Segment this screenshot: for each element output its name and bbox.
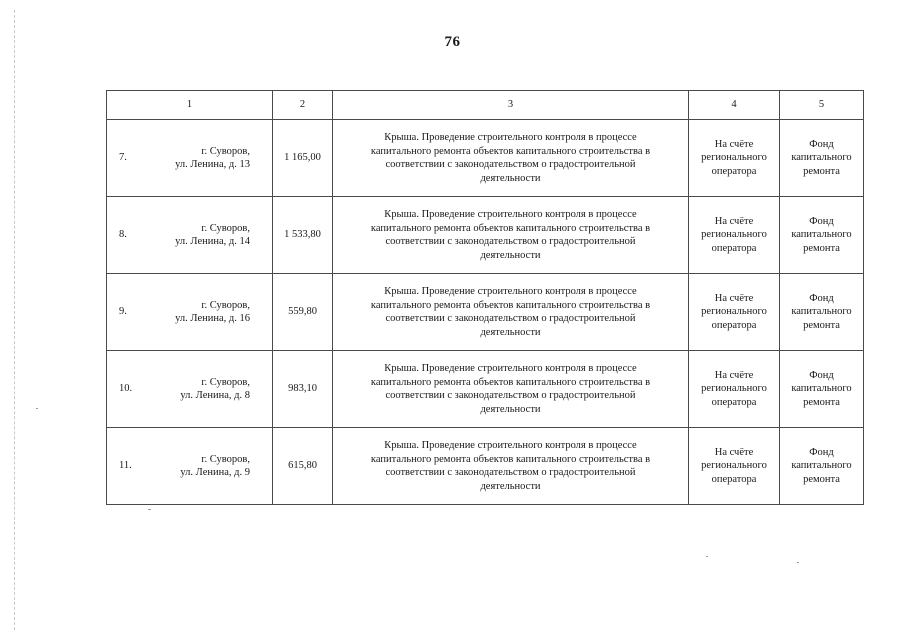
account-cell	[689, 351, 780, 428]
account-line: оператора	[711, 473, 757, 485]
account-line: оператора	[711, 396, 757, 408]
work-description-line: капитального ремонта объектов капитального строительства в	[370, 453, 651, 465]
account-line: оператора	[711, 165, 757, 177]
account-cell	[689, 120, 780, 197]
table-row	[107, 197, 864, 274]
work-description-line: соответствии с законодательством о градостроительной	[385, 159, 636, 170]
area-cell: 559,80	[273, 274, 333, 351]
address-line: г. Суворов,	[201, 299, 250, 311]
table-row	[107, 120, 864, 197]
account-line: На счёте	[714, 215, 754, 227]
account-line: регионального	[701, 460, 767, 472]
funding-source-line: капитального	[791, 460, 852, 472]
account-line: На счёте	[714, 292, 754, 304]
scan-speck	[706, 556, 708, 557]
header-cell-5: 5	[780, 91, 864, 120]
work-description-line: деятельности	[480, 403, 541, 415]
address	[147, 222, 272, 249]
funding-source-line: ремонта	[803, 473, 840, 485]
funding-source-line: Фонд	[809, 369, 834, 381]
funding-source-cell	[780, 428, 864, 505]
work-description-line: деятельности	[480, 172, 541, 184]
header-cell-2: 2	[273, 91, 333, 120]
area-cell: 983,10	[273, 351, 333, 428]
funding-source-line: Фонд	[809, 446, 834, 458]
area-cell: 1 165,00	[273, 120, 333, 197]
funding-source-line: капитального	[791, 229, 852, 241]
account-cell	[689, 428, 780, 505]
funding-source-cell	[780, 197, 864, 274]
scan-speck	[148, 509, 151, 510]
funding-source-line: ремонта	[803, 396, 840, 408]
object-cell	[107, 274, 273, 351]
funding-source-line: Фонд	[809, 138, 834, 150]
scan-speck	[36, 408, 38, 409]
area-cell: 1 533,80	[273, 197, 333, 274]
account-line: оператора	[711, 242, 757, 254]
account-cell	[689, 274, 780, 351]
work-description-line: соответствии с законодательством о градостроительной	[385, 390, 636, 401]
work-description-cell	[333, 351, 689, 428]
funding-source-line: ремонта	[803, 242, 840, 254]
address-line: ул. Ленина, д. 8	[180, 390, 250, 401]
address-line: ул. Ленина, д. 14	[175, 236, 250, 247]
work-description-cell	[333, 428, 689, 505]
work-description-line: капитального ремонта объектов капитального строительства в	[370, 376, 651, 388]
work-description-line: Крыша. Проведение строительного контроля в процессе	[384, 363, 637, 374]
account-line: регионального	[701, 152, 767, 164]
funding-source-line: капитального	[791, 383, 852, 395]
row-number: 9.	[119, 306, 127, 318]
object-cell	[107, 120, 273, 197]
object-cell	[107, 197, 273, 274]
work-description-line: Крыша. Проведение строительного контроля в процессе	[384, 209, 637, 220]
address	[147, 145, 272, 172]
account-line: регионального	[701, 383, 767, 395]
work-description-cell	[333, 197, 689, 274]
header-cell-4: 4	[689, 91, 780, 120]
work-description-line: капитального ремонта объектов капитального строительства в	[370, 222, 651, 234]
table-row	[107, 428, 864, 505]
account-line: регионального	[701, 306, 767, 318]
funding-source-cell	[780, 120, 864, 197]
address-line: ул. Ленина, д. 16	[175, 313, 250, 324]
table-row	[107, 274, 864, 351]
address-line: г. Суворов,	[201, 145, 250, 157]
funding-source-cell	[780, 274, 864, 351]
funding-source-line: Фонд	[809, 292, 834, 304]
address-line: ул. Ленина, д. 13	[175, 159, 250, 170]
account-cell	[689, 197, 780, 274]
work-description-line: деятельности	[480, 326, 541, 338]
table-header-row	[107, 91, 864, 120]
row-number: 11.	[119, 460, 132, 472]
account-line: На счёте	[714, 446, 754, 458]
funding-source-line: Фонд	[809, 215, 834, 227]
address-line: г. Суворов,	[201, 222, 250, 234]
table-row	[107, 351, 864, 428]
row-number: 10.	[119, 383, 133, 395]
work-description-line: Крыша. Проведение строительного контроля в процессе	[384, 440, 637, 451]
account-line: На счёте	[714, 369, 754, 381]
work-description-line: Крыша. Проведение строительного контроля в процессе	[384, 286, 637, 297]
funding-source-cell	[780, 351, 864, 428]
work-description-line: деятельности	[480, 480, 541, 492]
work-description-line: деятельности	[480, 249, 541, 261]
area-cell: 615,80	[273, 428, 333, 505]
row-number: 8.	[119, 229, 127, 241]
address	[147, 299, 272, 326]
work-description-line: капитального ремонта объектов капитального строительства в	[370, 145, 651, 157]
object-cell	[107, 351, 273, 428]
address	[147, 376, 272, 403]
page-number: 76	[444, 34, 461, 50]
works-table-body	[107, 91, 864, 505]
scan-edge	[14, 10, 15, 630]
funding-source-line: капитального	[791, 152, 852, 164]
funding-source-line: ремонта	[803, 319, 840, 331]
address	[147, 453, 272, 480]
work-description-line: соответствии с законодательством о градостроительной	[385, 236, 636, 247]
object-cell	[107, 428, 273, 505]
account-line: регионального	[701, 229, 767, 241]
row-number: 7.	[119, 152, 127, 164]
work-description-line: соответствии с законодательством о градостроительной	[385, 467, 636, 478]
header-cell-3: 3	[333, 91, 689, 120]
address-line: ул. Ленина, д. 9	[180, 467, 250, 478]
scan-speck	[797, 562, 799, 563]
header-cell-1: 1	[107, 91, 273, 120]
address-line: г. Суворов,	[201, 453, 250, 465]
funding-source-line: капитального	[791, 306, 852, 318]
account-line: оператора	[711, 319, 757, 331]
funding-source-line: ремонта	[803, 165, 840, 177]
work-description-line: капитального ремонта объектов капитального строительства в	[370, 299, 651, 311]
works-table	[106, 90, 864, 505]
address-line: г. Суворов,	[201, 376, 250, 388]
work-description-cell	[333, 120, 689, 197]
work-description-line: Крыша. Проведение строительного контроля в процессе	[384, 132, 637, 143]
work-description-line: соответствии с законодательством о градостроительной	[385, 313, 636, 324]
work-description-cell	[333, 274, 689, 351]
account-line: На счёте	[714, 138, 754, 150]
